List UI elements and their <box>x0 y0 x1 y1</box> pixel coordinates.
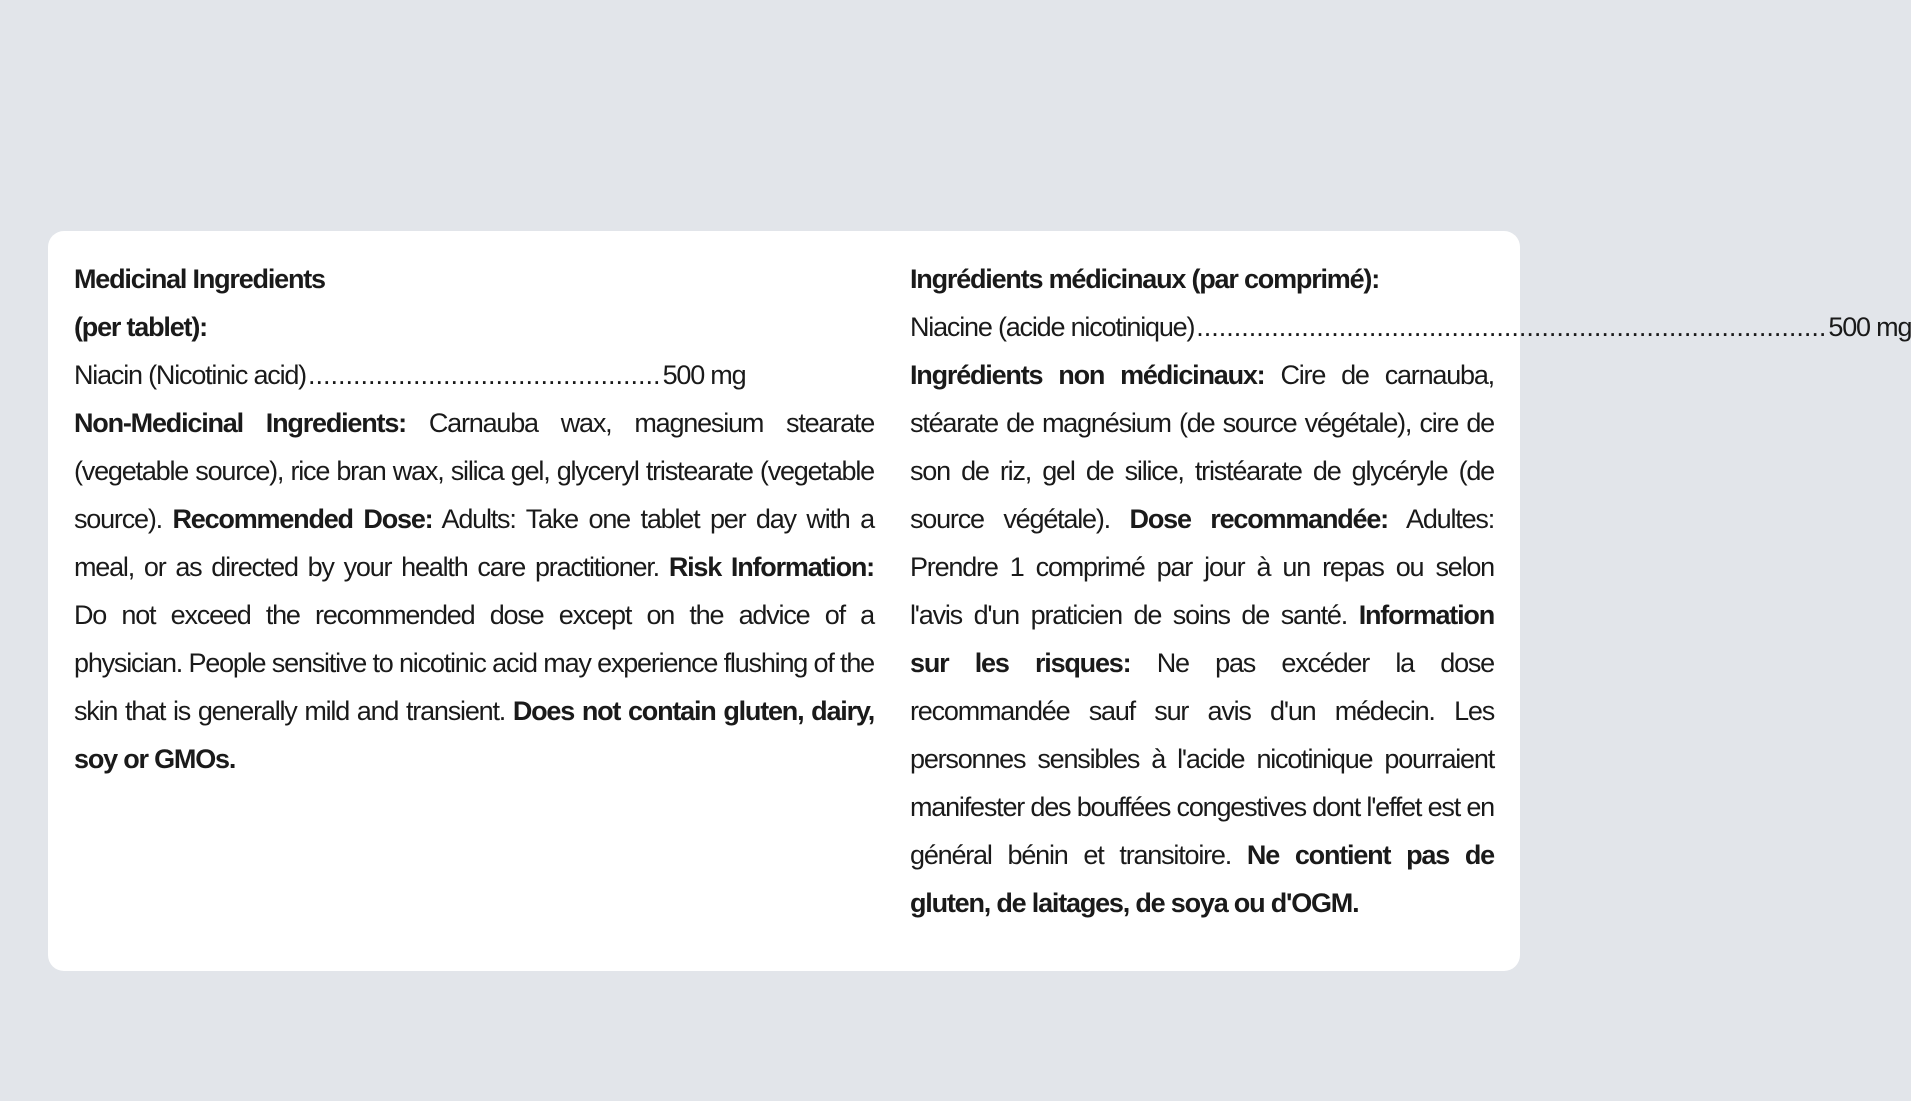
en-nonmed-label: Non-Medicinal Ingredients: <box>74 408 406 438</box>
fr-ingredient-row <box>910 303 1911 351</box>
en-details-paragraph <box>74 399 874 783</box>
fr-risk-text: Ne pas excéder la dose recommandée sauf sur avis d'un médecin. Les personnes sensibles à l'acide nicotinique pourraient manifester des bouffées congestives dont l'effet est en général bénin et transitoire. <box>910 648 1494 870</box>
en-allergen-text: Does not contain gluten, dairy, soy or GMOs. <box>74 696 874 774</box>
en-heading-line1: Medicinal Ingredients <box>74 264 325 294</box>
fr-dose-label: Dose recommandée: <box>1129 504 1388 534</box>
en-ingredient-amount: 500 mg <box>662 360 746 390</box>
en-risk-text: Do not exceed the recommended dose except on the advice of a physician. People sensitive to nicotinic acid may experience flushing of the skin that is generally mild and transient. <box>74 600 874 726</box>
fr-ingredient-amount: 500 mg <box>1828 312 1911 342</box>
fr-risk-label: Information sur les risques: <box>910 600 1494 678</box>
en-dose-text: Adults: Take one tablet per day with a meal, or as directed by your health care practitioner. <box>74 504 875 582</box>
fr-allergen-text: Ne contient pas de gluten, de laitages, de soya ou d'OGM. <box>910 840 1494 918</box>
en-ingredient-row <box>74 351 874 399</box>
french-column <box>910 255 1911 927</box>
fr-nonmed-text: Cire de carnauba, stéarate de magnésium (de source végétale), cire de son de riz, gel de silice, tristéarate de glycéryle (de source végétale). <box>910 360 1494 534</box>
en-nonmed-text: Carnauba wax, magnesium stearate (vegetable source), rice bran wax, silica gel, glyceryl tristearate (vegetable source). <box>74 408 875 534</box>
en-risk-label: Risk Information: <box>668 552 874 582</box>
fr-nonmed-label: Ingrédients non médicinaux: <box>910 360 1265 390</box>
fr-ingredient-name: Niacine (acide nicotinique) <box>910 312 1195 342</box>
en-leader-dots: ............................................... <box>307 360 661 390</box>
en-heading-line2: (per tablet): <box>74 312 207 342</box>
fr-leader-dots: .................................................................................... <box>1196 312 1827 342</box>
fr-details-paragraph <box>910 351 1494 927</box>
label-card <box>48 231 1911 971</box>
fr-dose-text: Adultes: Prendre 1 comprimé par jour à un repas ou selon l'avis d'un praticien de soins de santé. <box>910 504 1495 630</box>
en-ingredient-name: Niacin (Nicotinic acid) <box>74 360 306 390</box>
fr-heading: Ingrédients médicinaux (par comprimé): <box>910 264 1380 294</box>
english-column <box>74 255 874 783</box>
en-dose-label: Recommended Dose: <box>172 504 433 534</box>
